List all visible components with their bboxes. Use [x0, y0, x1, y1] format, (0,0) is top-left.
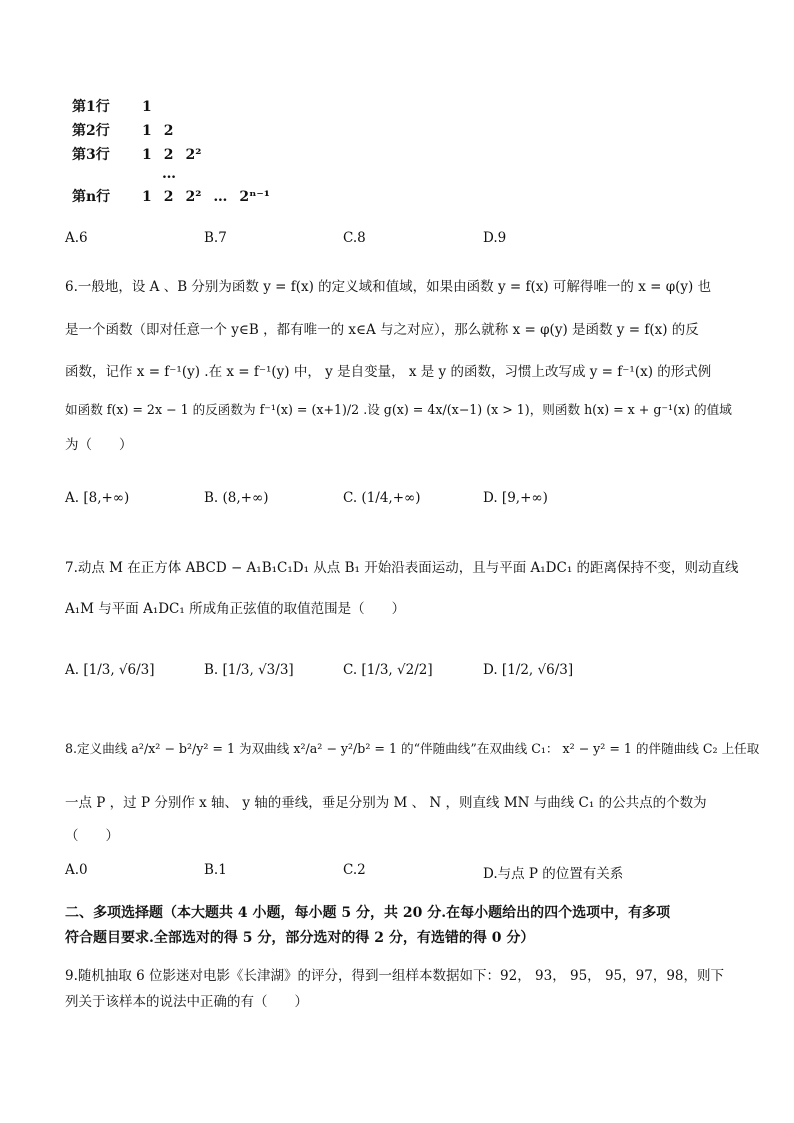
- cell: 1: [142, 123, 152, 139]
- q6-line: 是一个函数（即对任意一个 y∈B ，都有唯一的 x∈A 与之对应），那么就称 x = φ(y) 是函数 y = f(x) 的反: [65, 322, 699, 338]
- cell: 2: [163, 147, 174, 163]
- option-b[interactable]: B.7: [204, 230, 227, 246]
- option-b[interactable]: B.1: [204, 862, 227, 878]
- option-d[interactable]: D. [9,+∞): [483, 490, 548, 506]
- row-label: 第2行: [72, 123, 110, 139]
- cell: 2: [163, 189, 174, 205]
- cell: 1: [142, 189, 152, 205]
- cell: …: [162, 166, 176, 182]
- cell: 1: [142, 99, 152, 115]
- cell: 2ⁿ⁻¹: [239, 189, 270, 205]
- q9-line: 列关于该样本的说法中正确的有（ ）: [65, 994, 308, 1010]
- option-d[interactable]: D.与点 P 的位置有关系: [483, 866, 624, 882]
- number-triangle: [72, 96, 332, 210]
- option-b[interactable]: B. (8,+∞): [204, 490, 269, 506]
- option-d[interactable]: D. [1/2, √6/3]: [483, 662, 574, 678]
- q7-line: 7.动点 M 在正方体 ABCD − A₁B₁C₁D₁ 从点 B₁ 开始沿表面运动，且与平面 A₁DC₁ 的距离保持不变，则动直线: [65, 560, 739, 576]
- triangle-row: [72, 120, 332, 144]
- q6-line: 如函数 f(x) = 2x − 1 的反函数为 f⁻¹(x) = (x+1)/2 .设 g(x) = 4x/(x−1) (x > 1)，则函数 h(x) = x + g⁻¹(x) 的值域: [65, 402, 732, 417]
- q6-line: 函数，记作 x = f⁻¹(y) .在 x = f⁻¹(y) 中， y 是自变量， x 是 y 的函数，习惯上改写成 y = f⁻¹(x) 的形式例: [65, 364, 712, 380]
- triangle-row: [72, 186, 332, 210]
- cell: 2²: [185, 147, 202, 163]
- row-label: 第1行: [72, 99, 110, 115]
- cell: 1: [142, 147, 152, 163]
- option-b[interactable]: B. [1/3, √3/3]: [204, 662, 294, 678]
- option-a[interactable]: A. [1/3, √6/3]: [65, 662, 155, 678]
- cell: 2²: [185, 189, 202, 205]
- triangle-row: [72, 96, 332, 120]
- section-heading-line: 符合题目要求.全部选对的得 5 分，部分选对的得 2 分，有选错的得 0 分）: [65, 930, 535, 946]
- q8-line: （ ）: [65, 828, 119, 844]
- q6-line: 为（ ）: [65, 437, 133, 453]
- q9-line: 9.随机抽取 6 位影迷对电影《长津湖》的评分，得到一组样本数据如下：92， 93， 95， 95，97，98，则下: [65, 968, 724, 984]
- option-c[interactable]: C.2: [343, 862, 366, 878]
- q7-line: A₁M 与平面 A₁DC₁ 所成角正弦值的取值范围是（ ）: [65, 601, 406, 617]
- triangle-row: [72, 166, 332, 186]
- option-c[interactable]: C. [1/3, √2/2]: [343, 662, 433, 678]
- row-label: 第3行: [72, 147, 110, 163]
- q6-line: 6.一般地，设 A 、B 分别为函数 y = f(x) 的定义域和值域，如果由函数 y = f(x) 可解得唯一的 x = φ(y) 也: [65, 279, 712, 295]
- section-heading-line: 二、多项选择题（本大题共 4 小题，每小题 5 分，共 20 分.在每小题给出的四个选项中，有多项: [65, 905, 671, 921]
- option-a[interactable]: A. [8,+∞): [65, 490, 130, 506]
- option-a[interactable]: A.0: [65, 862, 88, 878]
- q8-line: 一点 P ，过 P 分别作 x 轴、 y 轴的垂线，垂足分别为 M 、 N ，则直线 MN 与曲线 C₁ 的公共点的个数为: [65, 795, 707, 811]
- option-d[interactable]: D.9: [483, 230, 507, 246]
- q8-line: 8.定义曲线 a²/x² − b²/y² = 1 为双曲线 x²/a² − y²/b² = 1 的“伴随曲线”在双曲线 C₁： x² − y² = 1 的伴随曲线 C₂ 上任取: [65, 741, 760, 756]
- option-c[interactable]: C.8: [343, 230, 366, 246]
- option-c[interactable]: C. (1/4,+∞): [343, 490, 421, 506]
- triangle-row: [72, 144, 332, 166]
- row-label: 第n行: [72, 189, 111, 205]
- cell: 2: [163, 123, 174, 139]
- option-a[interactable]: A.6: [65, 230, 88, 246]
- cell: …: [213, 189, 228, 205]
